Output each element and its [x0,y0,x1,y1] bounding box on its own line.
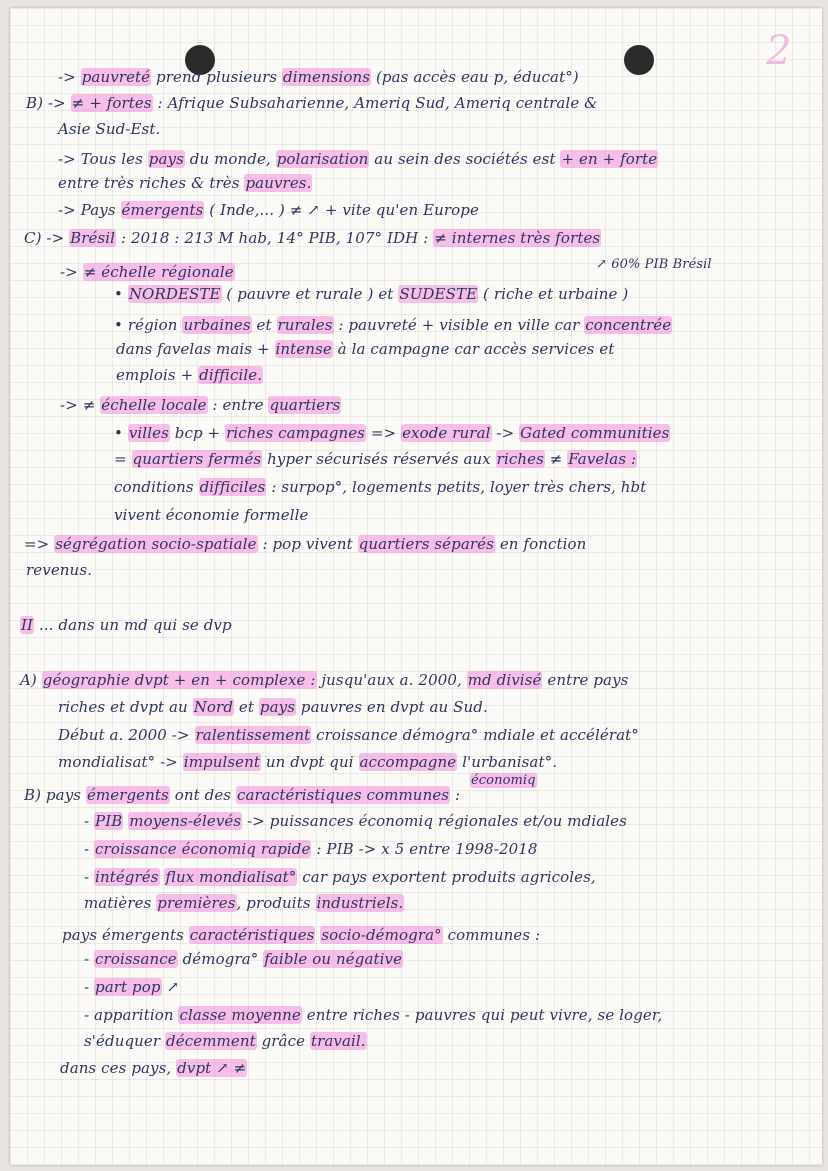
note-text: vivent économie formelle [114,506,309,524]
note-text: ont des [169,786,236,804]
note-text: ≠ [544,450,568,468]
note-line [58,148,658,170]
page-number: 2 [766,28,792,74]
note-line [58,118,160,140]
note-text: et [251,316,277,334]
binder-hole-right [624,45,654,75]
highlighted-text: Gated communities [520,424,670,442]
note-text: mondialisat° -> [58,753,183,771]
highlighted-text: riches [496,450,544,468]
note-text: Asie Sud-Est. [58,120,161,138]
note-text: -> [58,68,81,86]
note-text: ( Inde,... ) ≠ ↗ + vite qu'en Europe [204,201,479,219]
note-text: ( pauvre et rurale ) et [221,285,399,303]
highlighted-text: difficiles [199,478,266,496]
note-line [114,283,628,305]
note-line [24,533,586,555]
highlighted-text: caractéristiques communes [236,786,450,804]
highlighted-text: intégrés [95,868,159,886]
highlighted-text: socio-démogra° [321,926,442,944]
highlighted-text: ségrégation socio-spatiale [55,535,257,553]
note-text: => [24,535,55,553]
note-text: et [234,698,259,716]
note-text: - [84,978,95,996]
note-line [58,724,639,746]
highlighted-text: polarisation [276,150,369,168]
note-line [26,559,92,581]
note-text: C) -> [24,229,70,247]
highlighted-text: moyens-élevés [129,812,242,830]
note-text: pays émergents [62,926,189,944]
note-text: : pop vivent [257,535,358,553]
highlighted-text: flux mondialisat° [165,868,297,886]
notebook-page [10,8,822,1165]
note-line [114,314,672,336]
note-text: dans ces pays, [60,1059,177,1077]
highlighted-text: concentrée [585,316,672,334]
highlighted-text: Favelas : [568,450,637,468]
note-text: en fonction [494,535,587,553]
note-line [114,504,308,526]
highlighted-text: PIB [95,812,123,830]
highlighted-text: NORDESTE [128,285,221,303]
highlighted-text: dimensions [283,68,371,86]
highlighted-text: classe moyenne [179,1006,301,1024]
note-line [116,338,614,360]
note-text: entre pays [542,671,629,689]
highlighted-text: quartiers [269,396,341,414]
note-line [24,227,601,249]
highlighted-text: décemment [166,1032,256,1050]
highlighted-text: urbaines [183,316,251,334]
highlighted-text: impulsent [183,753,261,771]
note-line [58,66,579,88]
note-line [24,784,460,806]
note-text: -> [60,263,83,281]
highlighted-text: villes [128,424,169,442]
note-line [58,696,488,718]
highlighted-text: ≠ internes très fortes [434,229,601,247]
note-text: conditions [114,478,199,496]
note-text: s'éduquer [84,1032,166,1050]
note-text: bcp + [169,424,226,442]
note-text: emplois + [116,366,199,384]
note-line [62,924,540,946]
note-line [60,1057,247,1079]
note-line [470,770,537,792]
note-text: : Afrique Subsaharienne, Ameriq Sud, Ameriq centrale & [152,94,598,112]
highlighted-text: riches campagnes [226,424,365,442]
highlighted-text: émergents [86,786,169,804]
highlighted-text: géographie dvpt + en + complexe : [42,671,316,689]
note-text: • [114,424,128,442]
note-line [60,394,341,416]
note-line [20,614,232,636]
highlighted-text: Nord [193,698,234,716]
highlighted-text: industriels. [316,894,404,912]
note-text: B) pays [24,786,86,804]
note-text: (pas accès eau p, éducat°) [371,68,579,86]
highlighted-text: pauvres. [245,174,312,192]
note-text: car pays exportent produits agricoles, [297,868,596,886]
highlighted-text: pays [148,150,184,168]
highlighted-text: économiq [471,773,536,788]
highlighted-text: croissance économiq rapide [95,840,311,858]
note-line [84,866,596,888]
highlighted-text: ≠ échelle régionale [83,263,234,281]
highlighted-text: pauvreté [81,68,151,86]
highlighted-text: quartiers fermés [132,450,262,468]
note-text: à la campagne car accès services et [332,340,615,358]
highlighted-text: exode rural [402,424,491,442]
note-line [596,254,712,276]
note-text: du monde, [184,150,276,168]
note-text: B) -> [26,94,71,112]
note-text: -> Tous les [58,150,148,168]
note-text: : entre [207,396,269,414]
note-text: dans favelas mais + [116,340,275,358]
note-line [84,810,627,832]
note-text: jusqu'aux a. 2000, [316,671,467,689]
note-line [84,1030,367,1052]
note-text: = [114,450,132,468]
note-text: • [114,285,128,303]
note-line [84,1004,662,1026]
note-text: entre très riches & très [58,174,245,192]
note-line [84,838,538,860]
note-line [84,948,403,970]
note-text: ... dans un md qui se dvp [34,616,232,634]
note-text: matières [84,894,157,912]
highlighted-text: part pop [95,978,161,996]
note-text: -> [491,424,520,442]
note-text: • région [114,316,183,334]
note-text: pauvres en dvpt au Sud. [296,698,488,716]
note-text: entre riches - pauvres qui peut vivre, se loger, [301,1006,663,1024]
highlighted-text: faible ou négative [264,950,403,968]
note-text: au sein des sociétés est [369,150,561,168]
note-line [58,199,479,221]
note-text: - [84,868,95,886]
note-text: hyper sécurisés réservés aux [262,450,496,468]
note-text: : [450,786,461,804]
note-text: - [84,840,95,858]
note-text: communes : [442,926,541,944]
note-line [116,364,263,386]
note-line [84,892,404,914]
note-line [114,476,646,498]
note-text: - [84,950,95,968]
note-line [60,261,235,283]
note-text: riches et dvpt au [58,698,193,716]
note-text: - apparition [84,1006,179,1024]
highlighted-text: pays [259,698,296,716]
note-line [114,422,670,444]
note-text: : surpop°, logements petits, loyer très chers, hbt [266,478,647,496]
note-text: grâce [256,1032,310,1050]
highlighted-text: intense [275,340,332,358]
note-text: : 2018 : 213 M hab, 14° PIB, 107° IDH : [116,229,434,247]
note-line [20,669,628,691]
note-text: -> puissances économiq régionales et/ou mdiales [242,812,627,830]
note-text: démogra° [177,950,264,968]
note-text: ↗ 60% PIB Brésil [596,257,712,272]
highlighted-text: SUDESTE [399,285,478,303]
highlighted-text: échelle locale [101,396,207,414]
note-line [58,172,312,194]
note-text: ↗ [161,978,180,996]
highlighted-text: premières [157,894,236,912]
note-text: ( riche et urbaine ) [478,285,629,303]
note-line [114,448,637,470]
highlighted-text: ralentissement [195,726,311,744]
note-text: => [365,424,402,442]
highlighted-text: Brésil [70,229,116,247]
note-text: revenus. [26,561,92,579]
highlighted-text: + en + forte [561,150,658,168]
note-text: Début a. 2000 -> [58,726,195,744]
highlighted-text: II [21,616,34,634]
note-text: l'urbanisat°. [457,753,558,771]
highlighted-text: croissance [95,950,177,968]
note-text: -> ≠ [60,396,101,414]
highlighted-text: difficile. [199,366,263,384]
highlighted-text: quartiers séparés [358,535,494,553]
note-text: -> Pays [58,201,121,219]
highlighted-text: rurales [277,316,333,334]
highlighted-text: dvpt ↗ ≠ [177,1059,247,1077]
highlighted-text: ≠ + fortes [71,94,152,112]
highlighted-text: émergents [121,201,204,219]
note-text: , produits [236,894,316,912]
note-text: : PIB -> x 5 entre 1998-2018 [311,840,538,858]
note-text: un dvpt qui [261,753,359,771]
note-text: - [84,812,95,830]
highlighted-text: caractéristiques [189,926,315,944]
note-text: : pauvreté + visible en ville car [333,316,585,334]
note-line [26,92,598,114]
highlighted-text: md divisé [467,671,542,689]
note-text: A) [20,671,42,689]
note-text: croissance démogra° mdiale et accélérat° [311,726,639,744]
highlighted-text: accompagne [359,753,457,771]
note-text: prend plusieurs [151,68,283,86]
note-line [84,976,179,998]
highlighted-text: travail. [310,1032,366,1050]
